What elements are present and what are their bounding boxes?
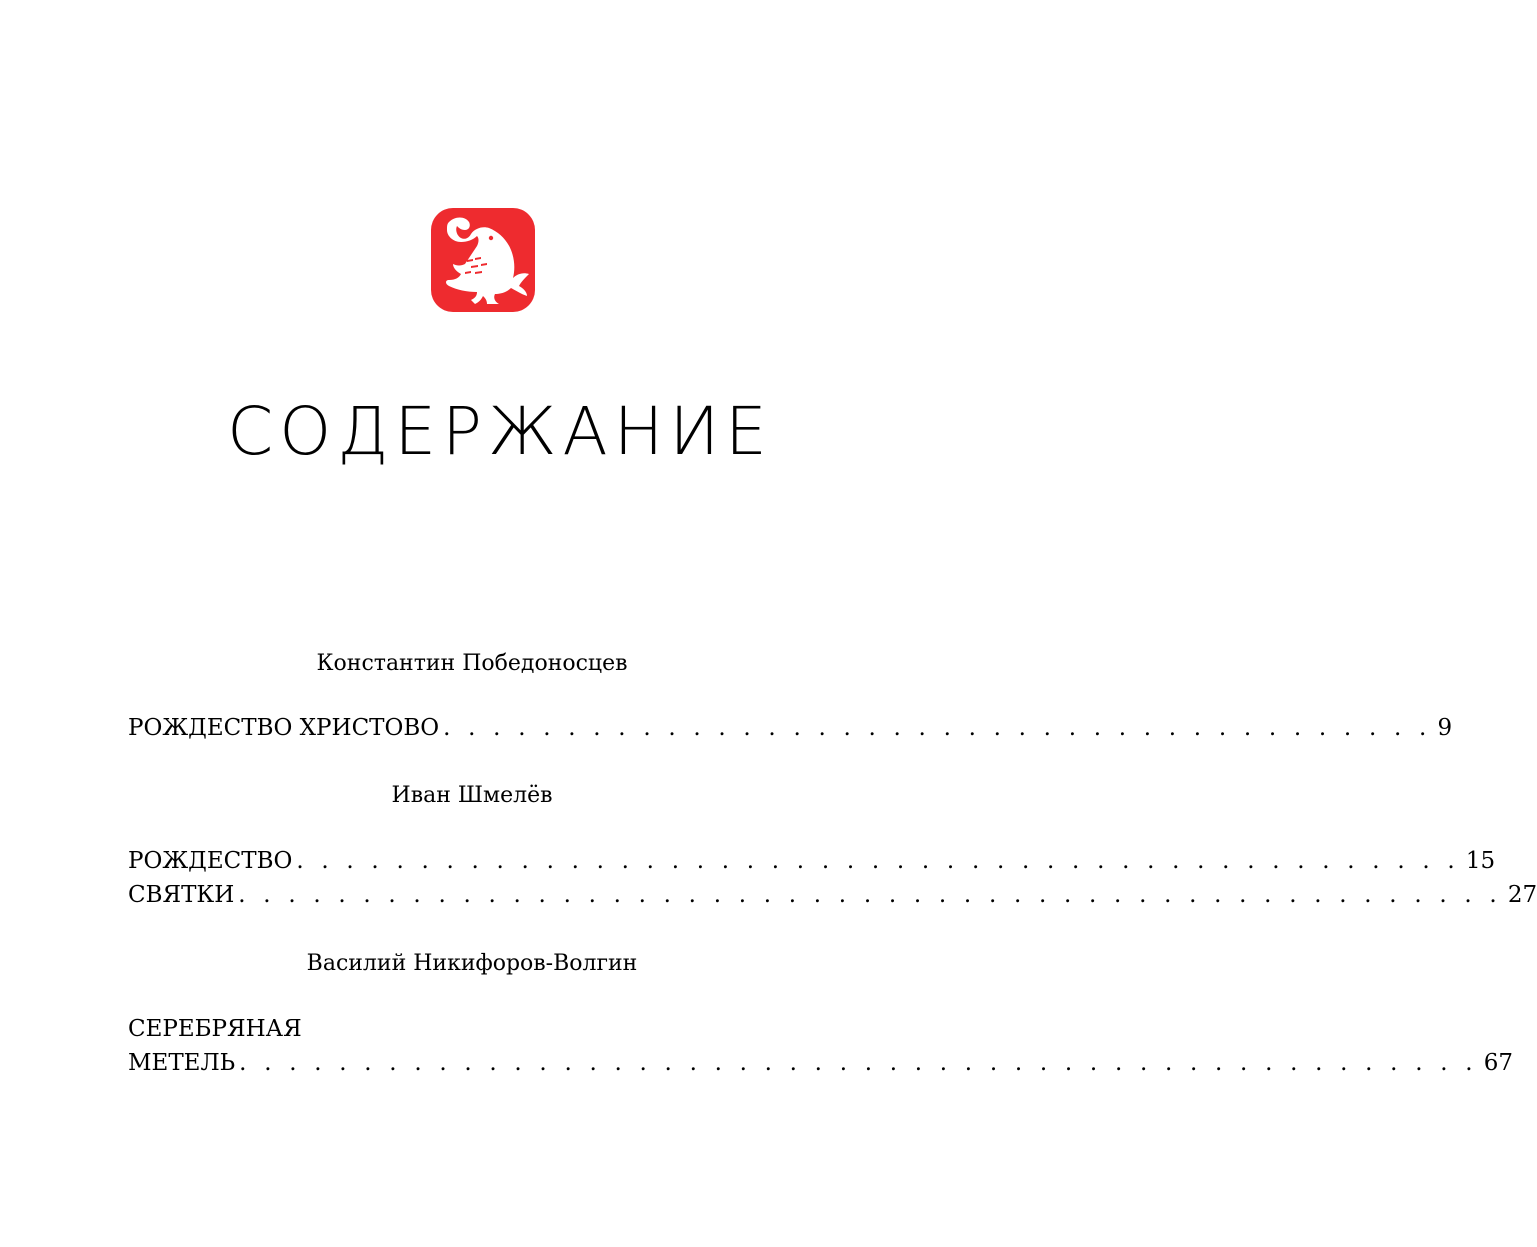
author-name: Василий Никифоров-Волгин <box>306 951 638 976</box>
bird-logo-icon <box>431 208 535 312</box>
entry-page-number: 67 <box>1483 1050 1514 1076</box>
toc-entry[interactable] <box>128 846 1496 876</box>
toc-entry[interactable] <box>128 713 1453 743</box>
toc-entry[interactable] <box>128 880 1537 910</box>
page-title: СОДЕРЖАНИЕ <box>227 393 773 470</box>
entry-page-number: 9 <box>1437 715 1453 741</box>
author-name: Константин Победоносцев <box>316 651 628 676</box>
author-name: Иван Шмелёв <box>391 783 553 808</box>
entry-title: РОЖДЕСТВО ХРИСТОВО <box>128 715 440 741</box>
entry-page-number: 15 <box>1465 848 1496 874</box>
dot-leader: . . . . . . . . . . . . . . . . . . . . . . . . . . . . . . . . . . . . . . . . <box>443 715 1432 741</box>
entry-title: РОЖДЕСТВО <box>128 848 293 874</box>
dot-leader: . . . . . . . . . . . . . . . . . . . . . . . . . . . . . . . . . . . . . . . . . . . . . . . . . . . <box>238 882 1502 908</box>
dot-leader: . . . . . . . . . . . . . . . . . . . . . . . . . . . . . . . . . . . . . . . . . . . . . . . . . . <box>239 1050 1478 1076</box>
entry-title: СВЯТКИ <box>128 882 235 908</box>
entry-page-number: 27 <box>1507 882 1537 908</box>
entry-title-line[interactable]: СЕРЕБРЯНАЯ <box>128 1016 302 1042</box>
publisher-logo <box>431 208 535 312</box>
entry-title: МЕТЕЛЬ <box>128 1050 236 1076</box>
toc-entry[interactable] <box>128 1048 1514 1078</box>
dot-leader: . . . . . . . . . . . . . . . . . . . . . . . . . . . . . . . . . . . . . . . . . . . . . . . <box>296 848 1460 874</box>
